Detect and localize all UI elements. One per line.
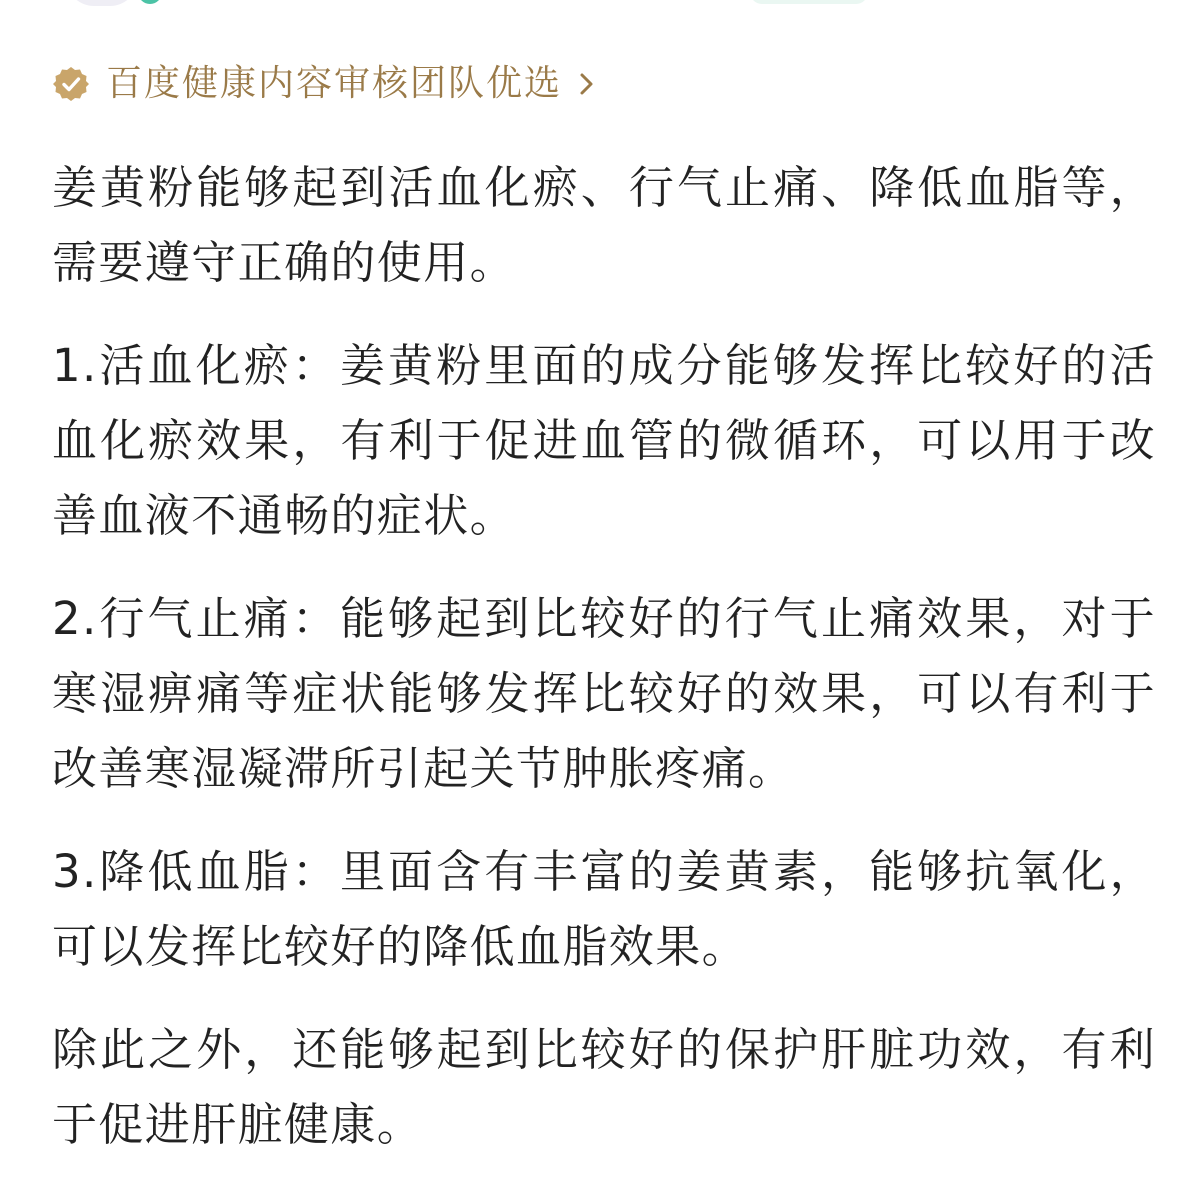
article-paragraph-2: 2.行气止痛：能够起到比较好的行气止痛效果，对于寒湿痹痛等症状能够发挥比较好的效果，可以有利于改善寒湿凝滞所引起关节肿胀疼痛。 — [52, 592, 1156, 795]
source-selection-link[interactable] — [52, 58, 598, 110]
article-paragraph-intro: 姜黄粉能够起到活血化瘀、行气止痛、降低血脂等，需要遵守正确的使用。 — [52, 161, 1156, 289]
article-paragraph-conclusion: 除此之外，还能够起到比较好的保护肝脏功效，有利于促进肝脏健康。 — [52, 1023, 1156, 1151]
article-paragraph-1: 1.活血化瘀：姜黄粉里面的成分能够发挥比较好的活血化瘀效果，有利于促进血管的微循环，可以用于改善血液不通畅的症状。 — [52, 339, 1156, 542]
article-paragraph-3: 3.降低血脂：里面含有丰富的姜黄素，能够抗氧化，可以发挥比较好的降低血脂效果。 — [52, 845, 1156, 973]
source-label: 百度健康内容审核团队优选 — [106, 63, 563, 104]
avatar-verified-badge — [138, 0, 162, 4]
chevron-right-icon — [576, 69, 598, 99]
follow-button[interactable] — [750, 0, 868, 4]
verified-badge-icon — [52, 65, 90, 103]
article-body — [52, 150, 1156, 1190]
avatar[interactable] — [66, 0, 138, 6]
header-partial — [0, 0, 1200, 12]
